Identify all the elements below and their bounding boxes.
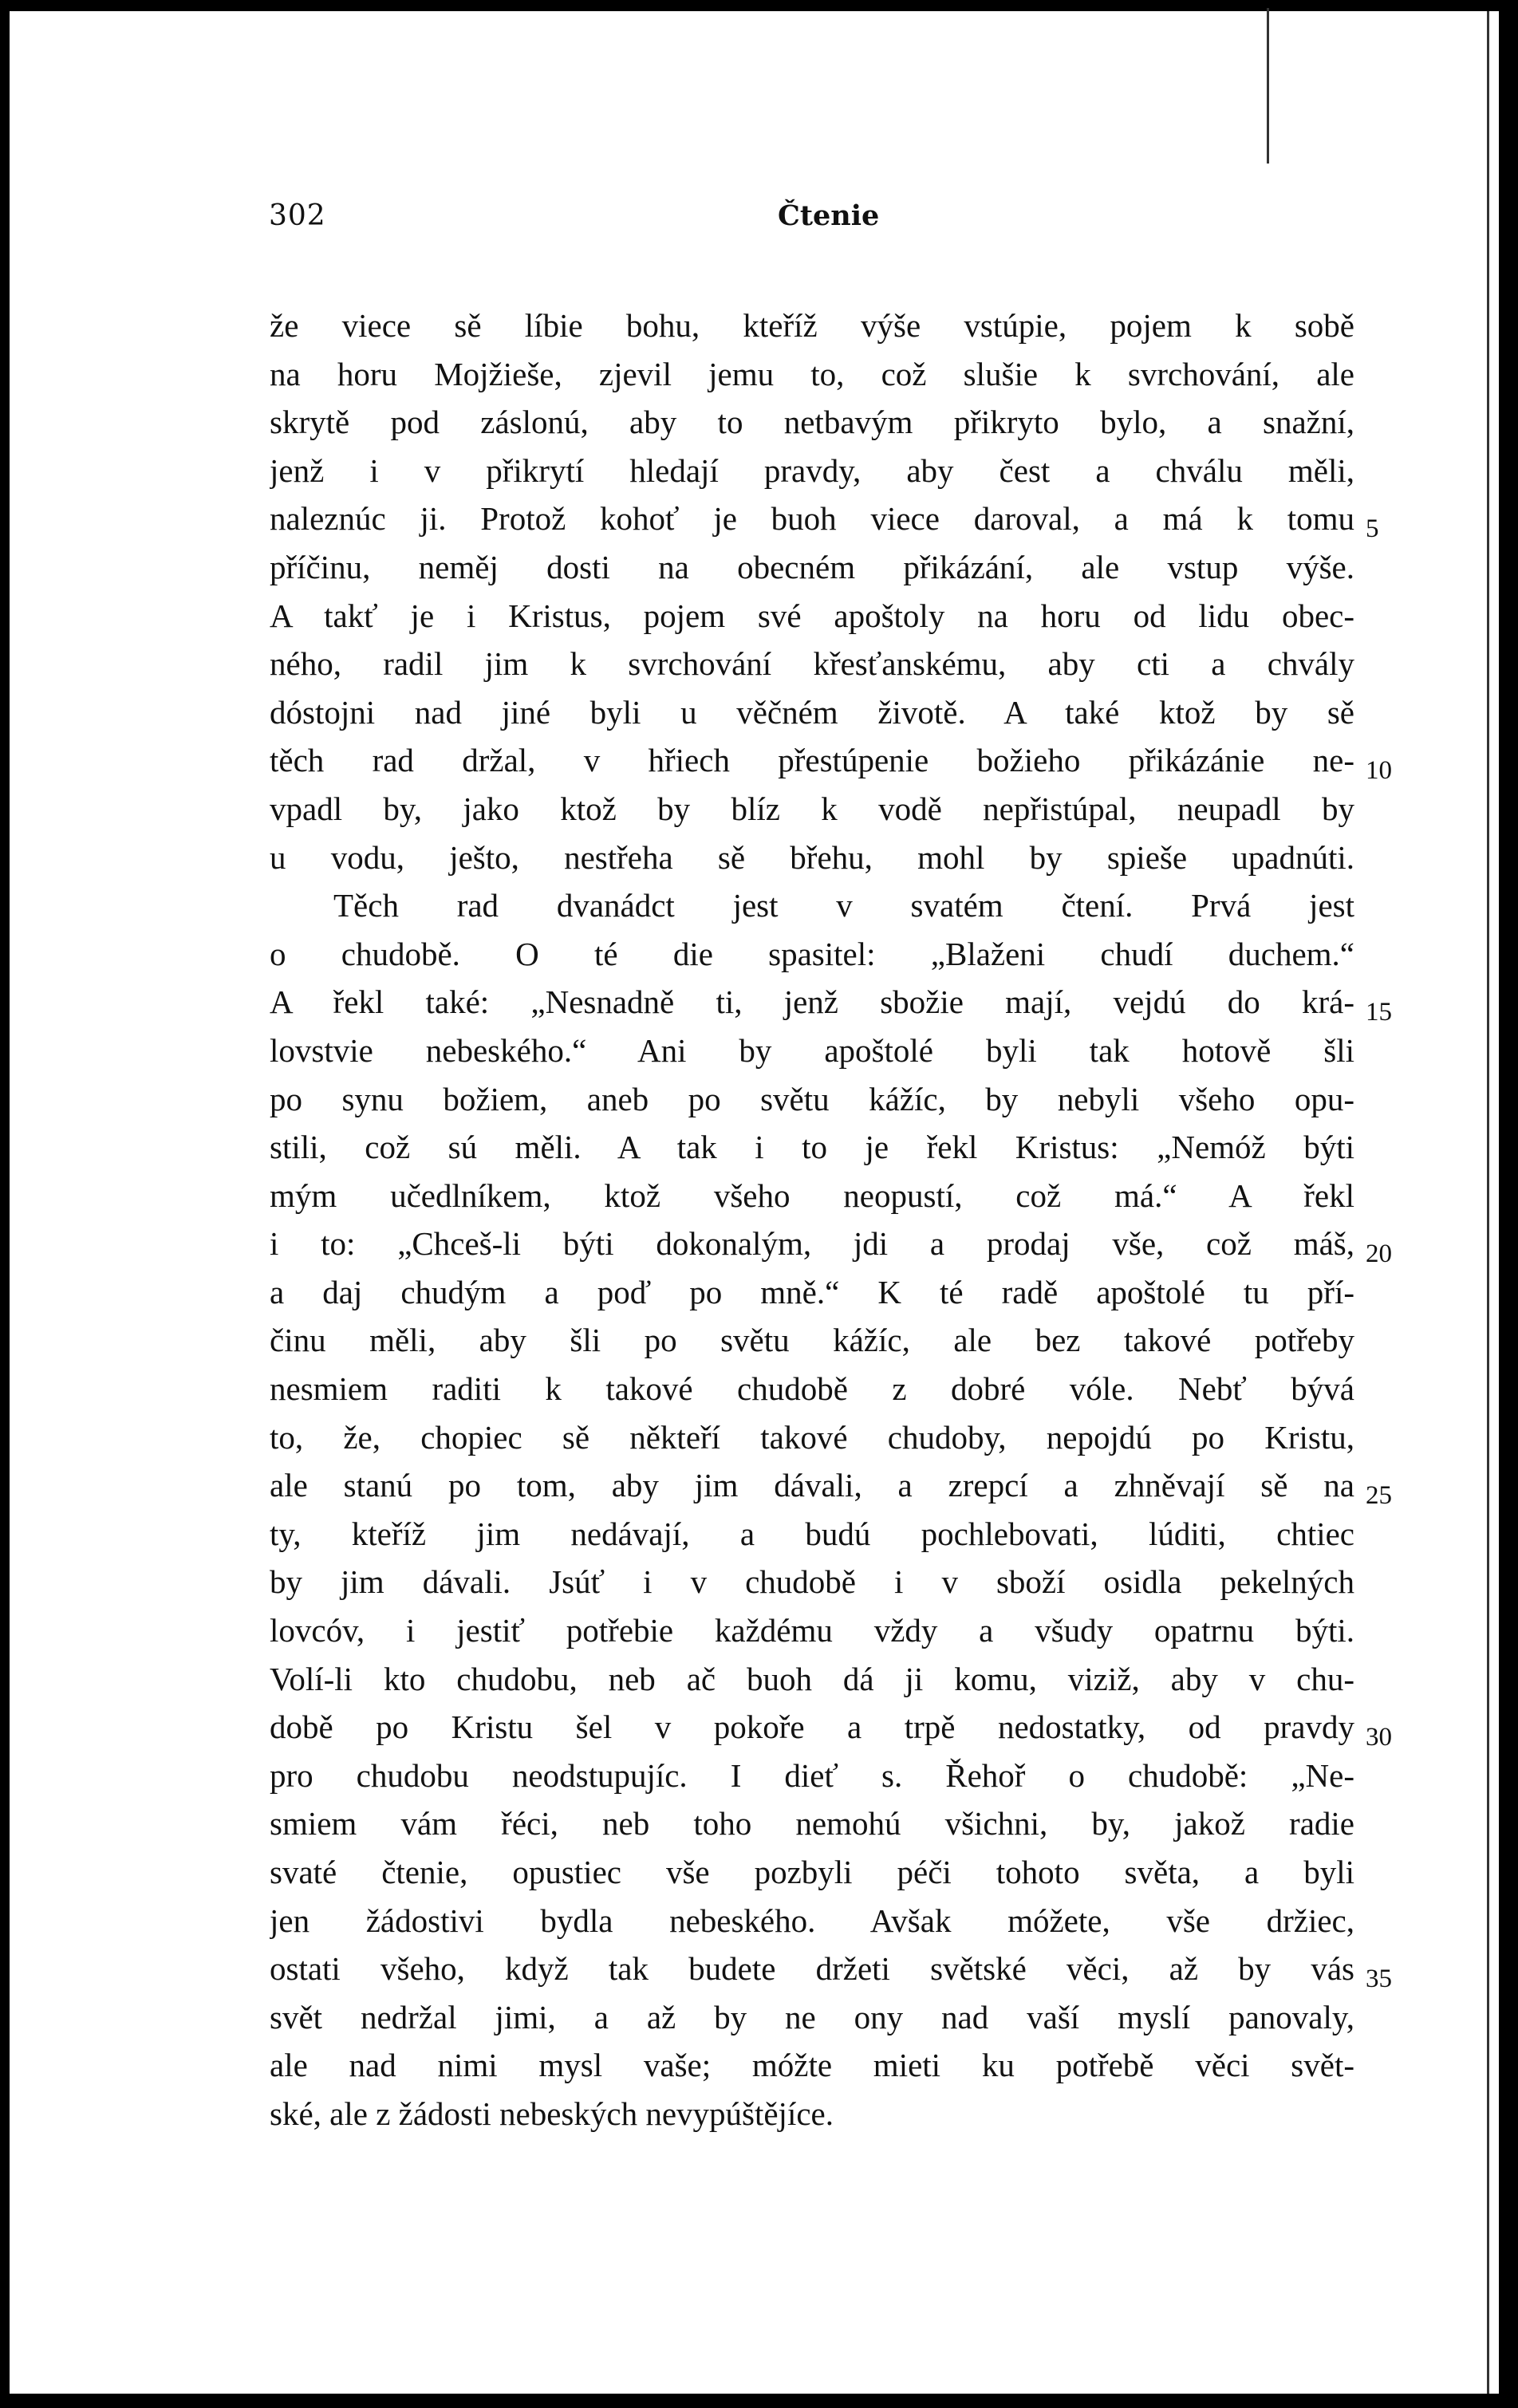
text-line: jenž i v přikrytí hledají pravdy, aby čest a chválu měli, [270,451,1354,489]
text-line: A takť je i Kristus, pojem své apoštoly na horu od lidu obec- [270,597,1354,634]
text-line: ty, kteříž jim nedávají, a budú pochlebovati, lúditi, chtiec [270,1515,1354,1552]
text-line: skrytě pod záslonú, aby to netbavým přikryto bylo, a snažní, [270,404,1354,441]
text-line: lovstvie nebeského.“ Ani by apoštolé byli tak hotově šli [270,1031,1354,1069]
text-line: by jim dávali. Jsúť i v chudobě i v sboží osidla pekelných [270,1563,1354,1601]
scan-border-top [0,0,1518,11]
text-line: vpadl by, jako ktož by blíz k vodě nepřistúpal, neupadl by [270,790,1354,827]
text-line: lovcóv, i jestiť potřebie každému vždy a všudy opatrnu býti. [270,1612,1354,1649]
text-line: Těch rad dvanádct jest v svatém čtení. Prvá jest [333,887,1354,924]
line-number: 15 [1366,998,1392,1027]
text-line: dóstojni nad jiné byli u věčném životě. A také ktož by sě [270,693,1354,731]
text-line: ale stanú po tom, aby jim dávali, a zrepcí a zhněvají sě na [270,1467,1354,1504]
text-line: pro chudobu neodstupujíc. I dieť s. Řehoř o chudobě: „Ne- [270,1756,1354,1794]
text-line: svět nedržal jimi, a až by ne ony nad vaší myslí panovaly, [270,1998,1354,2036]
line-number: 20 [1366,1239,1392,1268]
scan-stray-mark [1267,8,1269,164]
text-line: po synu božiem, aneb po světu kážíc, by nebyli všeho opu- [270,1080,1354,1117]
text-line: a daj chudým a poď po mně.“ K té radě apoštolé tu pří- [270,1273,1354,1310]
text-line: že viece sě líbie bohu, kteříž výše vstúpie, pojem k sobě [270,307,1354,344]
line-number: 25 [1366,1481,1392,1510]
page-number: 302 [269,199,326,232]
line-number: 30 [1366,1723,1392,1752]
text-line: ostati všeho, když tak budete držeti světské věci, až by vás [270,1950,1354,1988]
text-line: stili, což sú měli. A tak i to je řekl Kristus: „Nemóž býti [270,1129,1354,1166]
text-line: době po Kristu šel v pokoře a trpě nedostatky, od pravdy [270,1708,1354,1746]
text-line: těch rad držal, v hřiech přestúpenie božieho přikázánie ne- [270,742,1354,779]
running-head: Čtenie [778,199,880,232]
text-line: mým učedlníkem, ktož všeho neopustí, což má.“ A řekl [270,1176,1354,1214]
text-line: u vodu, ješto, nestřeha sě břehu, mohl by spieše upadnúti. [270,838,1354,876]
scan-border-bottom [0,2394,1518,2408]
text-line: činu měli, aby šli po světu kážíc, ale bez takové potřeby [270,1322,1354,1359]
text-line: A řekl také: „Nesnadně ti, jenž sbožie mají, vejdú do krá- [270,983,1354,1021]
body-text [270,301,1354,2138]
text-line: o chudobě. O té die spasitel: „Blaženi chudí duchem.“ [270,935,1354,972]
text-line: Volí-li kto chudobu, neb ač buoh dá ji komu, viziž, aby v chu- [270,1660,1354,1697]
line-number: 35 [1366,1965,1392,1993]
text-line: ale nad nimi mysl vaše; móžte mieti ku potřebě věci svět- [270,2047,1354,2084]
text-line: ské, ale z žádosti nebeských nevypúštějíce. [270,2095,834,2132]
scan-border-left [0,0,10,2408]
text-line: příčinu, neměj dosti na obecném přikázání, ale vstup výše. [270,548,1354,585]
scan-border-right-inner [1487,11,1489,2394]
text-line: smiem vám řéci, neb toho nemohú všichni, by, jakož radie [270,1805,1354,1842]
text-line: nesmiem raditi k takové chudobě z dobré vóle. Nebť bývá [270,1370,1354,1408]
text-line: jen žádostivi bydla nebeského. Avšak móžete, vše držiec, [270,1902,1354,1939]
line-number: 10 [1366,756,1392,785]
text-line: i to: „Chceš-li býti dokonalým, jdi a prodaj vše, což máš, [270,1225,1354,1263]
scan-border-right [1499,0,1518,2408]
text-line: svaté čtenie, opustiec vše pozbyli péči tohoto světa, a byli [270,1854,1354,1890]
line-number: 5 [1366,514,1379,543]
text-line: to, že, chopiec sě někteří takové chudoby, nepojdú po Kristu, [270,1418,1354,1456]
text-line: ného, radil jim k svrchování křesťanskému, aby cti a chvály [270,645,1354,683]
text-line: na horu Mojžieše, zjevil jemu to, což slušie k svrchování, ale [270,355,1354,392]
text-line: naleznúc ji. Protož kohoť je buoh viece daroval, a má k tomu [270,500,1354,538]
